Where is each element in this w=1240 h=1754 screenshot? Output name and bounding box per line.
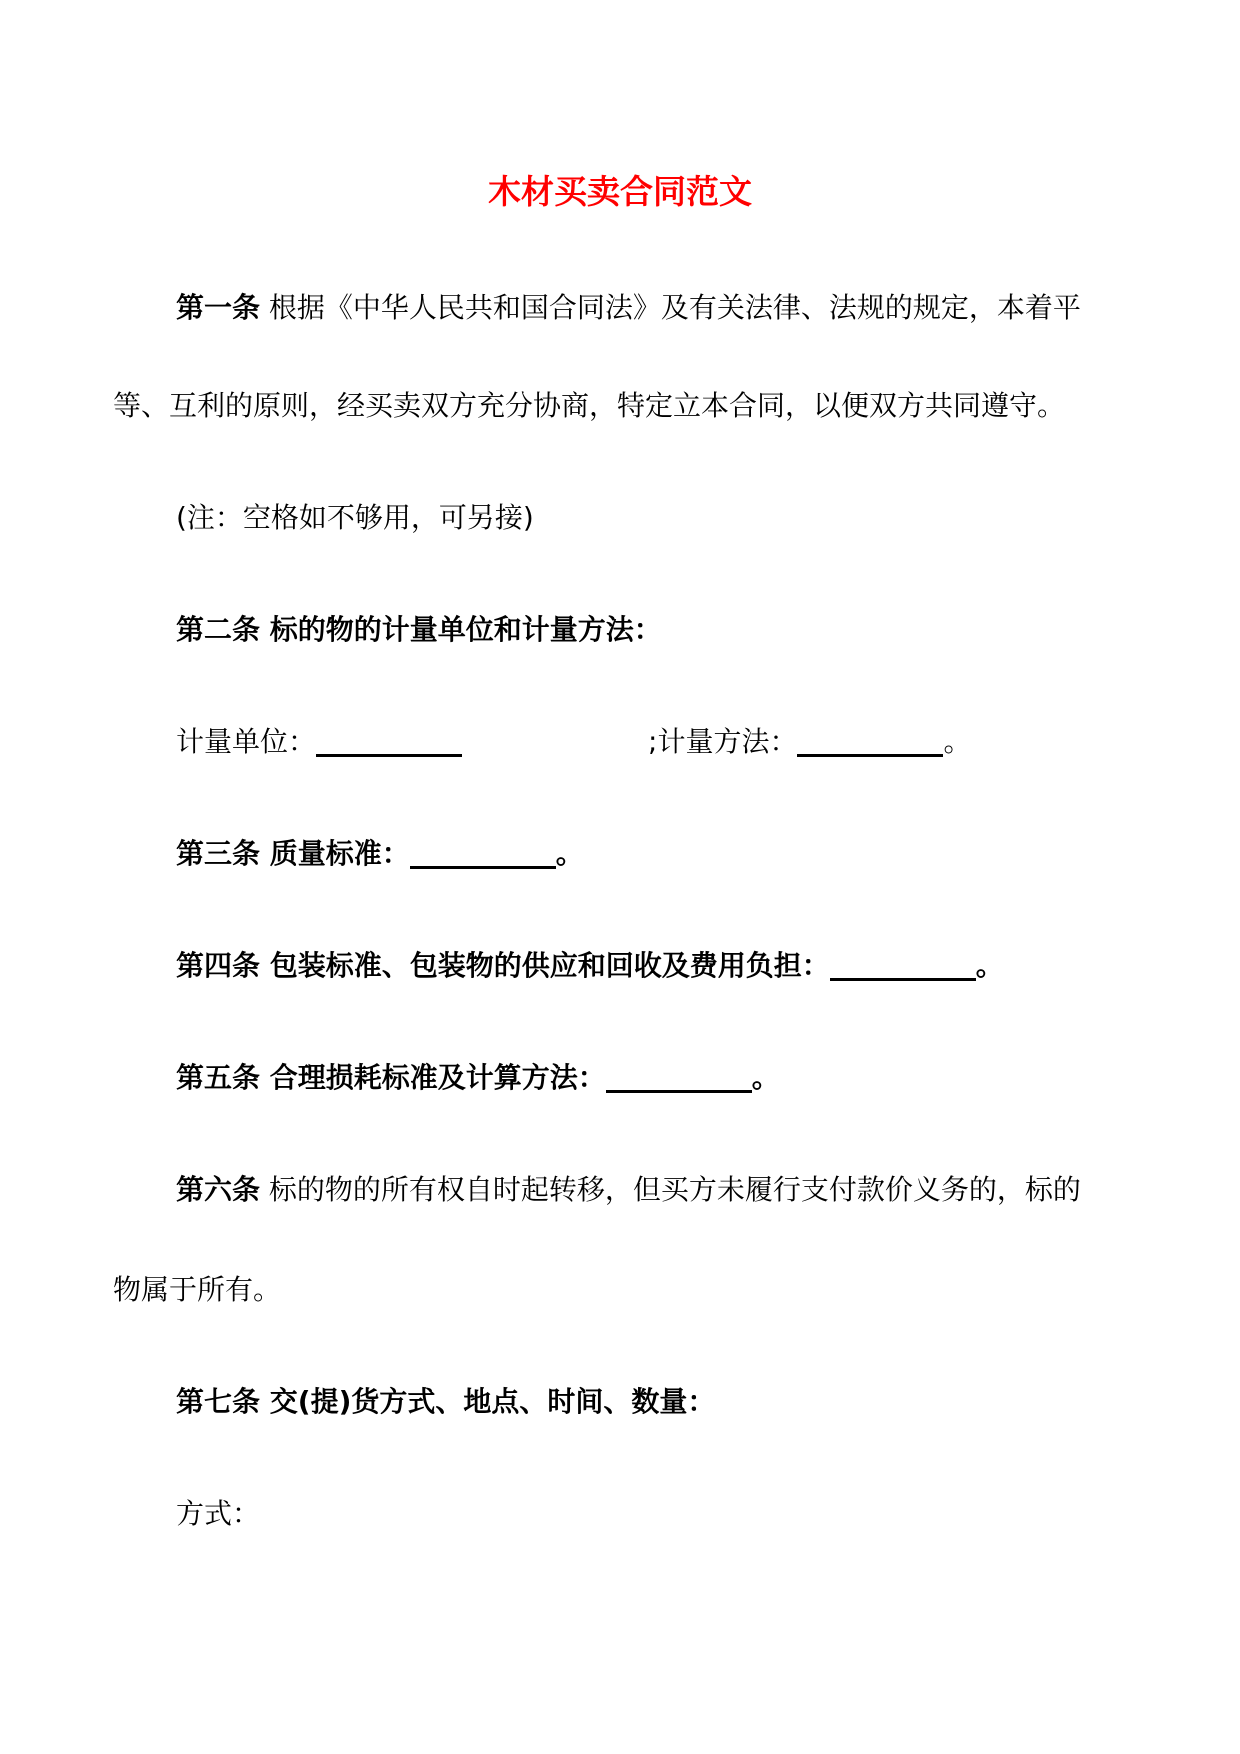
method-label: ;计量方法： (648, 725, 798, 758)
article-5-line (176, 1058, 780, 1098)
article-2-text: 标的物的计量单位和计量方法： (269, 613, 662, 646)
article-3-text: 质量标准： (269, 837, 410, 870)
note-text: (注：空格如不够用，可另接) (176, 501, 534, 534)
article-6-label: 第六条 (176, 1173, 261, 1206)
article-7-text: 交(提)货方式、地点、时间、数量： (269, 1385, 716, 1418)
unit-blank[interactable] (316, 726, 462, 757)
article-5-end: 。 (751, 1061, 780, 1094)
delivery-method-label: 方式： (176, 1497, 261, 1530)
article-3-end: 。 (555, 837, 584, 870)
packaging-blank[interactable] (830, 950, 976, 981)
article-4-label: 第四条 (176, 949, 261, 982)
article-1-text: 根据《中华人民共和国合同法》及有关法律、法规的规定，本着平 (268, 291, 1081, 324)
unit-label: 计量单位： (176, 725, 317, 758)
article-5-text: 合理损耗标准及计算方法： (269, 1061, 606, 1094)
loss-blank[interactable] (606, 1062, 752, 1093)
article-2-heading (176, 610, 662, 650)
article-3-line (176, 834, 584, 874)
article-2-label: 第二条 (176, 613, 261, 646)
article-1-line-1 (176, 288, 1081, 328)
article-7-heading (176, 1382, 715, 1422)
method-blank[interactable] (797, 726, 943, 757)
article-3-label: 第三条 (176, 837, 261, 870)
article-2-end: 。 (943, 725, 972, 758)
article-5-label: 第五条 (176, 1061, 261, 1094)
article-1-line-2: 等、互利的原则，经买卖双方充分协商，特定立本合同，以便双方共同遵守。 (113, 389, 1066, 422)
measurement-line (176, 722, 971, 762)
quality-blank[interactable] (410, 838, 556, 869)
article-7-label: 第七条 (176, 1385, 261, 1418)
article-6-line-2: 物属于所有。 (113, 1273, 282, 1306)
article-6-line-1 (176, 1170, 1081, 1210)
article-4-line (176, 946, 1004, 986)
article-4-end: 。 (975, 949, 1004, 982)
article-1-label: 第一条 (176, 291, 261, 324)
article-6-text: 标的物的所有权自时起转移，但买方未履行支付款价义务的，标的 (268, 1173, 1081, 1206)
document-title: 木材买卖合同范文 (488, 172, 752, 211)
article-4-text: 包装标准、包装物的供应和回收及费用负担： (269, 949, 830, 982)
